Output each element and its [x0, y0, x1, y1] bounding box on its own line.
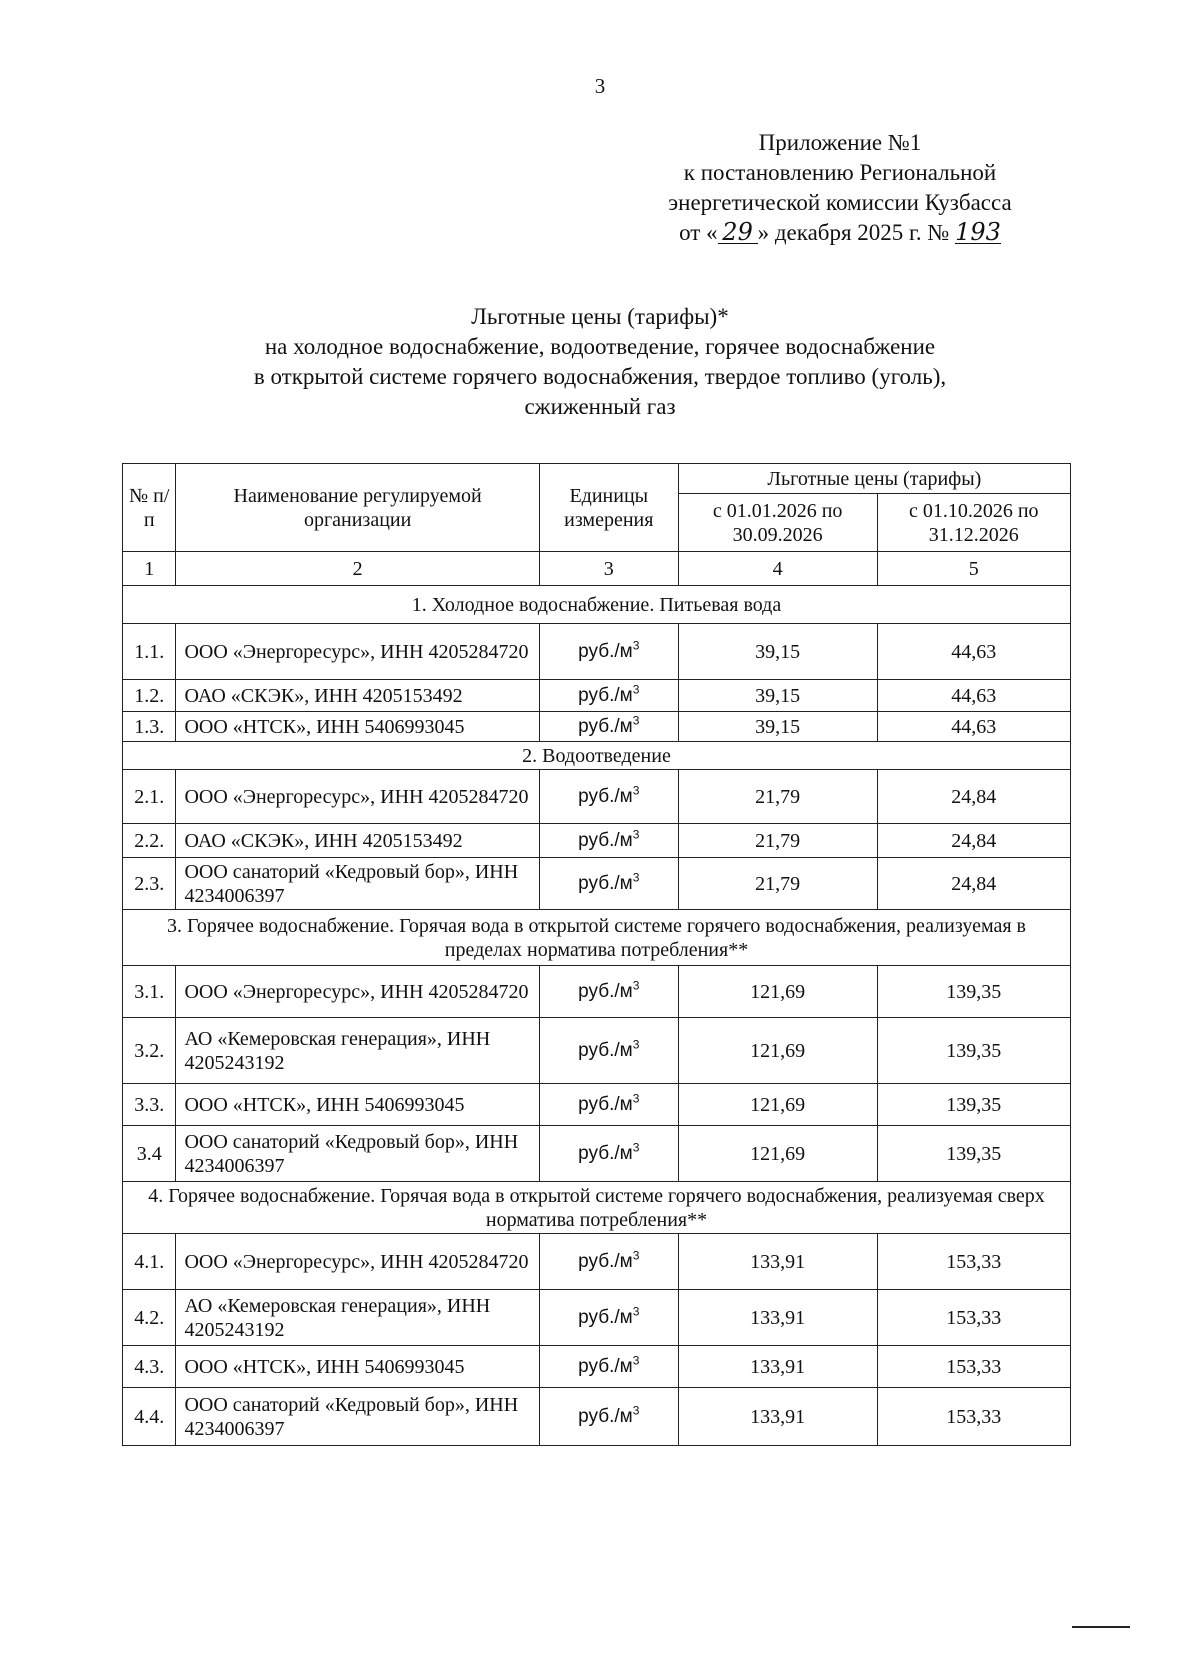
price-period-1: 39,15 — [678, 624, 877, 680]
unit-text: руб./м — [578, 1250, 633, 1272]
unit-text: руб./м — [578, 1405, 633, 1427]
page-number: 3 — [594, 74, 606, 98]
unit-superscript: 3 — [632, 682, 640, 697]
unit-superscript: 3 — [632, 870, 640, 885]
col-number-3: 3 — [539, 552, 678, 586]
unit-cell — [539, 1290, 678, 1346]
unit-text: руб./м — [578, 785, 633, 807]
row-number: 3.3. — [123, 1084, 176, 1126]
unit-text: руб./м — [578, 715, 633, 737]
title-line-1: Льготные цены (тарифы)* — [471, 304, 729, 329]
handwritten-day: 29 — [718, 221, 758, 244]
date-prefix: от « — [679, 220, 718, 245]
unit-cell — [539, 680, 678, 712]
unit-superscript: 3 — [632, 1091, 640, 1106]
unit-text: руб./м — [578, 1039, 633, 1061]
table-row — [123, 1084, 1071, 1126]
organization-name: АО «Кемеровская генерация», ИНН 4205243192 — [176, 1290, 539, 1346]
unit-text: руб./м — [578, 640, 633, 662]
price-period-1: 121,69 — [678, 966, 877, 1018]
row-number: 1.3. — [123, 712, 176, 742]
price-period-2: 153,33 — [877, 1388, 1070, 1446]
header-prices: Льготные цены (тарифы) — [678, 464, 1070, 494]
table-row — [123, 680, 1071, 712]
price-period-2: 44,63 — [877, 624, 1070, 680]
unit-text: руб./м — [578, 1142, 633, 1164]
table-row — [123, 1346, 1071, 1388]
header-unit: Единицы измерения — [539, 464, 678, 552]
section-title: 4. Горячее водоснабжение. Горячая вода в открытой системе горячего водоснабжения, реализуемая сверх норматива потребления** — [123, 1182, 1071, 1234]
handwritten-doc-number: 193 — [955, 218, 1001, 246]
organization-name: ООО санаторий «Кедровый бор», ИНН 4234006397 — [176, 1126, 539, 1182]
header-period-2: с 01.10.2026 по 31.12.2026 — [877, 494, 1070, 552]
table-body — [123, 586, 1071, 1446]
section-row — [123, 1182, 1071, 1234]
price-period-1: 21,79 — [678, 858, 877, 910]
price-period-1: 39,15 — [678, 712, 877, 742]
unit-cell — [539, 966, 678, 1018]
table-row — [123, 1126, 1071, 1182]
row-number: 4.3. — [123, 1346, 176, 1388]
unit-cell — [539, 712, 678, 742]
price-period-1: 133,91 — [678, 1290, 877, 1346]
unit-cell — [539, 770, 678, 824]
table-row — [123, 966, 1071, 1018]
price-period-2: 139,35 — [877, 1018, 1070, 1084]
unit-cell — [539, 624, 678, 680]
price-period-2: 153,33 — [877, 1234, 1070, 1290]
unit-cell — [539, 1346, 678, 1388]
unit-superscript: 3 — [632, 1037, 640, 1052]
organization-name: АО «Кемеровская генерация», ИНН 4205243192 — [176, 1018, 539, 1084]
price-period-2: 44,63 — [877, 680, 1070, 712]
row-number: 2.2. — [123, 824, 176, 858]
section-row — [123, 910, 1071, 966]
unit-text: руб./м — [578, 684, 633, 706]
unit-superscript: 3 — [632, 713, 640, 728]
title-line-3: в открытой системе горячего водоснабжения, твердое топливо (уголь), — [253, 364, 947, 389]
table-row — [123, 1018, 1071, 1084]
price-period-2: 24,84 — [877, 858, 1070, 910]
row-number: 3.2. — [123, 1018, 176, 1084]
organization-name: ООО «Энергоресурс», ИНН 4205284720 — [176, 1234, 539, 1290]
unit-cell — [539, 1388, 678, 1446]
unit-cell — [539, 1084, 678, 1126]
unit-cell — [539, 1126, 678, 1182]
unit-cell — [539, 858, 678, 910]
organization-name: ОАО «СКЭК», ИНН 4205153492 — [176, 824, 539, 858]
unit-cell — [539, 1234, 678, 1290]
organization-name: ООО «Энергоресурс», ИНН 4205284720 — [176, 624, 539, 680]
unit-cell — [539, 824, 678, 858]
price-period-1: 133,91 — [678, 1346, 877, 1388]
appendix-date-line — [620, 218, 1060, 248]
row-number: 4.2. — [123, 1290, 176, 1346]
document-title — [150, 302, 1050, 422]
price-period-2: 139,35 — [877, 1126, 1070, 1182]
section-title: 1. Холодное водоснабжение. Питьевая вода — [123, 586, 1071, 624]
unit-text: руб./м — [578, 1093, 633, 1115]
section-title: 2. Водоотведение — [123, 742, 1071, 770]
header-num: № п/п — [123, 464, 176, 552]
table-row — [123, 1290, 1071, 1346]
header-org: Наименование регулируемой организации — [176, 464, 539, 552]
price-period-2: 139,35 — [877, 1084, 1070, 1126]
title-line-2: на холодное водоснабжение, водоотведение, горячее водоснабжение — [264, 334, 936, 359]
row-number: 4.4. — [123, 1388, 176, 1446]
header-period-1: с 01.01.2026 по 30.09.2026 — [678, 494, 877, 552]
unit-superscript: 3 — [632, 1304, 640, 1319]
unit-text: руб./м — [578, 872, 633, 894]
price-period-1: 21,79 — [678, 824, 877, 858]
organization-name: ОАО «СКЭК», ИНН 4205153492 — [176, 680, 539, 712]
unit-superscript: 3 — [632, 1403, 640, 1418]
unit-text: руб./м — [578, 829, 633, 851]
unit-superscript: 3 — [632, 1248, 640, 1263]
unit-cell — [539, 1018, 678, 1084]
unit-superscript: 3 — [632, 1140, 640, 1155]
unit-superscript: 3 — [632, 638, 640, 653]
table-row — [123, 1388, 1071, 1446]
col-number-4: 4 — [678, 552, 877, 586]
price-period-2: 153,33 — [877, 1290, 1070, 1346]
unit-superscript: 3 — [632, 1353, 640, 1368]
section-row — [123, 586, 1071, 624]
appendix-line-3: энергетической комиссии Кузбасса — [668, 190, 1012, 215]
table-row — [123, 824, 1071, 858]
price-period-1: 133,91 — [678, 1388, 877, 1446]
organization-name: ООО санаторий «Кедровый бор», ИНН 4234006397 — [176, 858, 539, 910]
table-row — [123, 858, 1071, 910]
row-number: 3.4 — [123, 1126, 176, 1182]
organization-name: ООО «Энергоресурс», ИНН 4205284720 — [176, 770, 539, 824]
price-period-2: 139,35 — [877, 966, 1070, 1018]
price-period-1: 121,69 — [678, 1084, 877, 1126]
organization-name: ООО «НТСК», ИНН 5406993045 — [176, 1084, 539, 1126]
footer-dash — [1072, 1626, 1130, 1628]
unit-superscript: 3 — [632, 783, 640, 798]
row-number: 4.1. — [123, 1234, 176, 1290]
row-number: 1.2. — [123, 680, 176, 712]
col-number-1: 1 — [123, 552, 176, 586]
unit-superscript: 3 — [632, 978, 640, 993]
col-number-2: 2 — [176, 552, 539, 586]
price-period-1: 39,15 — [678, 680, 877, 712]
row-number: 2.1. — [123, 770, 176, 824]
table-row — [123, 770, 1071, 824]
unit-text: руб./м — [578, 980, 633, 1002]
unit-text: руб./м — [578, 1306, 633, 1328]
organization-name: ООО санаторий «Кедровый бор», ИНН 4234006397 — [176, 1388, 539, 1446]
appendix-line-1: Приложение №1 — [758, 130, 922, 155]
price-period-1: 21,79 — [678, 770, 877, 824]
organization-name: ООО «Энергоресурс», ИНН 4205284720 — [176, 966, 539, 1018]
table-row — [123, 624, 1071, 680]
table-row — [123, 712, 1071, 742]
price-period-1: 121,69 — [678, 1126, 877, 1182]
organization-name: ООО «НТСК», ИНН 5406993045 — [176, 1346, 539, 1388]
unit-superscript: 3 — [632, 827, 640, 842]
col-number-5: 5 — [877, 552, 1070, 586]
row-number: 1.1. — [123, 624, 176, 680]
organization-name: ООО «НТСК», ИНН 5406993045 — [176, 712, 539, 742]
date-mid: » декабря 2025 г. № — [757, 220, 950, 245]
price-period-2: 44,63 — [877, 712, 1070, 742]
tariffs-table — [122, 463, 1071, 1446]
row-number: 3.1. — [123, 966, 176, 1018]
price-period-1: 121,69 — [678, 1018, 877, 1084]
appendix-line-2: к постановлению Региональной — [683, 160, 997, 185]
section-row — [123, 742, 1071, 770]
title-line-4: сжиженный газ — [524, 394, 676, 419]
unit-text: руб./м — [578, 1355, 633, 1377]
price-period-2: 153,33 — [877, 1346, 1070, 1388]
appendix-header — [620, 128, 1060, 248]
table-row — [123, 1234, 1071, 1290]
price-period-2: 24,84 — [877, 770, 1070, 824]
row-number: 2.3. — [123, 858, 176, 910]
price-period-1: 133,91 — [678, 1234, 877, 1290]
section-title: 3. Горячее водоснабжение. Горячая вода в открытой системе горячего водоснабжения, реализуемая в пределах норматива потребления** — [123, 910, 1071, 966]
price-period-2: 24,84 — [877, 824, 1070, 858]
